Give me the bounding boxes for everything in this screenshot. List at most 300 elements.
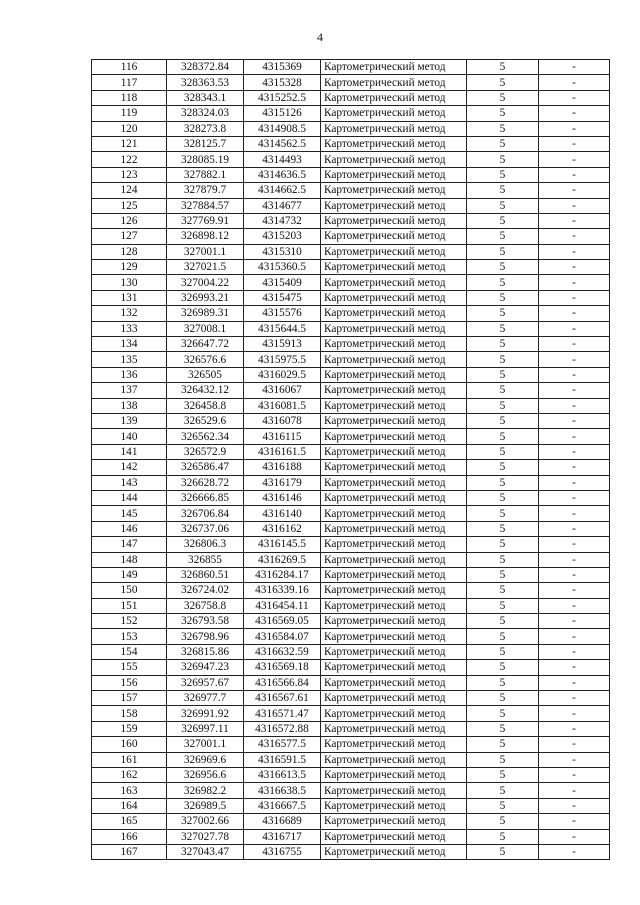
point-number-cell: 131 bbox=[92, 290, 167, 305]
method-cell: Картометрический метод bbox=[321, 60, 467, 75]
y-coordinate-cell: 4316454.11 bbox=[244, 598, 321, 613]
point-number-cell: 160 bbox=[92, 737, 167, 752]
accuracy-cell: 5 bbox=[467, 614, 539, 629]
y-coordinate-cell: 4316584.07 bbox=[244, 629, 321, 644]
method-cell: Картометрический метод bbox=[321, 398, 467, 413]
y-coordinate-cell: 4315644.5 bbox=[244, 321, 321, 336]
accuracy-cell: 5 bbox=[467, 367, 539, 382]
x-coordinate-cell: 327001.1 bbox=[167, 737, 244, 752]
y-coordinate-cell: 4316572.88 bbox=[244, 721, 321, 736]
point-number-cell: 145 bbox=[92, 506, 167, 521]
accuracy-cell: 5 bbox=[467, 413, 539, 428]
y-coordinate-cell: 4316161.5 bbox=[244, 444, 321, 459]
note-cell: - bbox=[539, 244, 610, 259]
y-coordinate-cell: 4315913 bbox=[244, 337, 321, 352]
accuracy-cell: 5 bbox=[467, 429, 539, 444]
accuracy-cell: 5 bbox=[467, 152, 539, 167]
method-cell: Картометрический метод bbox=[321, 352, 467, 367]
accuracy-cell: 5 bbox=[467, 721, 539, 736]
method-cell: Картометрический метод bbox=[321, 260, 467, 275]
y-coordinate-cell: 4316140 bbox=[244, 506, 321, 521]
accuracy-cell: 5 bbox=[467, 706, 539, 721]
point-number-cell: 126 bbox=[92, 213, 167, 228]
accuracy-cell: 5 bbox=[467, 460, 539, 475]
method-cell: Картометрический метод bbox=[321, 675, 467, 690]
x-coordinate-cell: 326815.86 bbox=[167, 644, 244, 659]
x-coordinate-cell: 327882.1 bbox=[167, 167, 244, 182]
x-coordinate-cell: 326957.67 bbox=[167, 675, 244, 690]
table-row bbox=[92, 275, 610, 290]
accuracy-cell: 5 bbox=[467, 183, 539, 198]
point-number-cell: 154 bbox=[92, 644, 167, 659]
note-cell: - bbox=[539, 90, 610, 105]
method-cell: Картометрический метод bbox=[321, 721, 467, 736]
y-coordinate-cell: 4314562.5 bbox=[244, 136, 321, 151]
point-number-cell: 125 bbox=[92, 198, 167, 213]
table-row bbox=[92, 552, 610, 567]
method-cell: Картометрический метод bbox=[321, 691, 467, 706]
accuracy-cell: 5 bbox=[467, 752, 539, 767]
table-row bbox=[92, 521, 610, 536]
x-coordinate-cell: 327884.57 bbox=[167, 198, 244, 213]
table-row bbox=[92, 213, 610, 228]
method-cell: Картометрический метод bbox=[321, 660, 467, 675]
method-cell: Картометрический метод bbox=[321, 521, 467, 536]
accuracy-cell: 5 bbox=[467, 829, 539, 844]
x-coordinate-cell: 326706.84 bbox=[167, 506, 244, 521]
accuracy-cell: 5 bbox=[467, 629, 539, 644]
point-number-cell: 120 bbox=[92, 121, 167, 136]
point-number-cell: 156 bbox=[92, 675, 167, 690]
note-cell: - bbox=[539, 767, 610, 782]
accuracy-cell: 5 bbox=[467, 675, 539, 690]
method-cell: Картометрический метод bbox=[321, 614, 467, 629]
y-coordinate-cell: 4314636.5 bbox=[244, 167, 321, 182]
note-cell: - bbox=[539, 552, 610, 567]
note-cell: - bbox=[539, 383, 610, 398]
note-cell: - bbox=[539, 675, 610, 690]
method-cell: Картометрический метод bbox=[321, 198, 467, 213]
note-cell: - bbox=[539, 691, 610, 706]
table-row bbox=[92, 537, 610, 552]
accuracy-cell: 5 bbox=[467, 337, 539, 352]
method-cell: Картометрический метод bbox=[321, 136, 467, 151]
method-cell: Картометрический метод bbox=[321, 829, 467, 844]
accuracy-cell: 5 bbox=[467, 475, 539, 490]
table-row bbox=[92, 691, 610, 706]
y-coordinate-cell: 4316569.05 bbox=[244, 614, 321, 629]
accuracy-cell: 5 bbox=[467, 814, 539, 829]
note-cell: - bbox=[539, 260, 610, 275]
point-number-cell: 127 bbox=[92, 229, 167, 244]
y-coordinate-cell: 4314493 bbox=[244, 152, 321, 167]
point-number-cell: 162 bbox=[92, 767, 167, 782]
x-coordinate-cell: 326647.72 bbox=[167, 337, 244, 352]
point-number-cell: 124 bbox=[92, 183, 167, 198]
method-cell: Картометрический метод bbox=[321, 844, 467, 859]
note-cell: - bbox=[539, 460, 610, 475]
note-cell: - bbox=[539, 737, 610, 752]
point-number-cell: 148 bbox=[92, 552, 167, 567]
x-coordinate-cell: 326860.51 bbox=[167, 567, 244, 582]
table-row bbox=[92, 598, 610, 613]
note-cell: - bbox=[539, 567, 610, 582]
accuracy-cell: 5 bbox=[467, 198, 539, 213]
accuracy-cell: 5 bbox=[467, 521, 539, 536]
x-coordinate-cell: 328324.03 bbox=[167, 106, 244, 121]
point-number-cell: 147 bbox=[92, 537, 167, 552]
y-coordinate-cell: 4315975.5 bbox=[244, 352, 321, 367]
y-coordinate-cell: 4315360.5 bbox=[244, 260, 321, 275]
note-cell: - bbox=[539, 521, 610, 536]
y-coordinate-cell: 4316566.84 bbox=[244, 675, 321, 690]
accuracy-cell: 5 bbox=[467, 106, 539, 121]
accuracy-cell: 5 bbox=[467, 75, 539, 90]
point-number-cell: 161 bbox=[92, 752, 167, 767]
point-number-cell: 157 bbox=[92, 691, 167, 706]
table-row bbox=[92, 567, 610, 582]
note-cell: - bbox=[539, 444, 610, 459]
table-row bbox=[92, 737, 610, 752]
x-coordinate-cell: 328273.8 bbox=[167, 121, 244, 136]
accuracy-cell: 5 bbox=[467, 552, 539, 567]
y-coordinate-cell: 4316689 bbox=[244, 814, 321, 829]
y-coordinate-cell: 4316146 bbox=[244, 490, 321, 505]
table-row bbox=[92, 121, 610, 136]
y-coordinate-cell: 4315576 bbox=[244, 306, 321, 321]
method-cell: Картометрический метод bbox=[321, 290, 467, 305]
note-cell: - bbox=[539, 752, 610, 767]
y-coordinate-cell: 4316067 bbox=[244, 383, 321, 398]
note-cell: - bbox=[539, 829, 610, 844]
x-coordinate-cell: 327043.47 bbox=[167, 844, 244, 859]
point-number-cell: 167 bbox=[92, 844, 167, 859]
accuracy-cell: 5 bbox=[467, 660, 539, 675]
accuracy-cell: 5 bbox=[467, 306, 539, 321]
note-cell: - bbox=[539, 136, 610, 151]
table-row bbox=[92, 644, 610, 659]
method-cell: Картометрический метод bbox=[321, 275, 467, 290]
x-coordinate-cell: 326977.7 bbox=[167, 691, 244, 706]
table-row bbox=[92, 229, 610, 244]
note-cell: - bbox=[539, 644, 610, 659]
accuracy-cell: 5 bbox=[467, 583, 539, 598]
method-cell: Картометрический метод bbox=[321, 90, 467, 105]
y-coordinate-cell: 4316029.5 bbox=[244, 367, 321, 382]
note-cell: - bbox=[539, 814, 610, 829]
x-coordinate-cell: 326898.12 bbox=[167, 229, 244, 244]
table-row bbox=[92, 321, 610, 336]
y-coordinate-cell: 4315328 bbox=[244, 75, 321, 90]
point-number-cell: 141 bbox=[92, 444, 167, 459]
method-cell: Картометрический метод bbox=[321, 706, 467, 721]
method-cell: Картометрический метод bbox=[321, 475, 467, 490]
table-row bbox=[92, 767, 610, 782]
accuracy-cell: 5 bbox=[467, 121, 539, 136]
y-coordinate-cell: 4316162 bbox=[244, 521, 321, 536]
note-cell: - bbox=[539, 783, 610, 798]
method-cell: Картометрический метод bbox=[321, 337, 467, 352]
point-number-cell: 138 bbox=[92, 398, 167, 413]
y-coordinate-cell: 4316571.47 bbox=[244, 706, 321, 721]
note-cell: - bbox=[539, 60, 610, 75]
point-number-cell: 128 bbox=[92, 244, 167, 259]
table-row bbox=[92, 352, 610, 367]
method-cell: Картометрический метод bbox=[321, 798, 467, 813]
table-row bbox=[92, 506, 610, 521]
y-coordinate-cell: 4315310 bbox=[244, 244, 321, 259]
accuracy-cell: 5 bbox=[467, 844, 539, 859]
x-coordinate-cell: 326432.12 bbox=[167, 383, 244, 398]
x-coordinate-cell: 326989.5 bbox=[167, 798, 244, 813]
note-cell: - bbox=[539, 706, 610, 721]
y-coordinate-cell: 4316717 bbox=[244, 829, 321, 844]
note-cell: - bbox=[539, 213, 610, 228]
note-cell: - bbox=[539, 290, 610, 305]
table-row bbox=[92, 721, 610, 736]
method-cell: Картометрический метод bbox=[321, 752, 467, 767]
method-cell: Картометрический метод bbox=[321, 490, 467, 505]
note-cell: - bbox=[539, 152, 610, 167]
note-cell: - bbox=[539, 660, 610, 675]
note-cell: - bbox=[539, 490, 610, 505]
x-coordinate-cell: 328085.19 bbox=[167, 152, 244, 167]
note-cell: - bbox=[539, 75, 610, 90]
method-cell: Картометрический метод bbox=[321, 383, 467, 398]
accuracy-cell: 5 bbox=[467, 229, 539, 244]
x-coordinate-cell: 326505 bbox=[167, 367, 244, 382]
note-cell: - bbox=[539, 337, 610, 352]
x-coordinate-cell: 327021.5 bbox=[167, 260, 244, 275]
note-cell: - bbox=[539, 198, 610, 213]
accuracy-cell: 5 bbox=[467, 598, 539, 613]
point-number-cell: 133 bbox=[92, 321, 167, 336]
note-cell: - bbox=[539, 413, 610, 428]
y-coordinate-cell: 4316567.61 bbox=[244, 691, 321, 706]
x-coordinate-cell: 328125.7 bbox=[167, 136, 244, 151]
point-number-cell: 129 bbox=[92, 260, 167, 275]
method-cell: Картометрический метод bbox=[321, 75, 467, 90]
method-cell: Картометрический метод bbox=[321, 506, 467, 521]
x-coordinate-cell: 327001.1 bbox=[167, 244, 244, 259]
note-cell: - bbox=[539, 367, 610, 382]
x-coordinate-cell: 326628.72 bbox=[167, 475, 244, 490]
x-coordinate-cell: 327002.66 bbox=[167, 814, 244, 829]
y-coordinate-cell: 4315409 bbox=[244, 275, 321, 290]
method-cell: Картометрический метод bbox=[321, 552, 467, 567]
accuracy-cell: 5 bbox=[467, 398, 539, 413]
accuracy-cell: 5 bbox=[467, 136, 539, 151]
accuracy-cell: 5 bbox=[467, 352, 539, 367]
point-number-cell: 137 bbox=[92, 383, 167, 398]
accuracy-cell: 5 bbox=[467, 260, 539, 275]
point-number-cell: 122 bbox=[92, 152, 167, 167]
table-row bbox=[92, 783, 610, 798]
y-coordinate-cell: 4315475 bbox=[244, 290, 321, 305]
x-coordinate-cell: 326737.06 bbox=[167, 521, 244, 536]
table-row bbox=[92, 490, 610, 505]
x-coordinate-cell: 326947.23 bbox=[167, 660, 244, 675]
method-cell: Картометрический метод bbox=[321, 644, 467, 659]
note-cell: - bbox=[539, 321, 610, 336]
accuracy-cell: 5 bbox=[467, 783, 539, 798]
method-cell: Картометрический метод bbox=[321, 429, 467, 444]
table-row bbox=[92, 814, 610, 829]
y-coordinate-cell: 4316667.5 bbox=[244, 798, 321, 813]
note-cell: - bbox=[539, 598, 610, 613]
y-coordinate-cell: 4316569.18 bbox=[244, 660, 321, 675]
method-cell: Картометрический метод bbox=[321, 244, 467, 259]
table-row bbox=[92, 798, 610, 813]
table-row bbox=[92, 752, 610, 767]
accuracy-cell: 5 bbox=[467, 798, 539, 813]
method-cell: Картометрический метод bbox=[321, 367, 467, 382]
point-number-cell: 151 bbox=[92, 598, 167, 613]
point-number-cell: 140 bbox=[92, 429, 167, 444]
y-coordinate-cell: 4316755 bbox=[244, 844, 321, 859]
accuracy-cell: 5 bbox=[467, 60, 539, 75]
method-cell: Картометрический метод bbox=[321, 737, 467, 752]
point-number-cell: 142 bbox=[92, 460, 167, 475]
accuracy-cell: 5 bbox=[467, 567, 539, 582]
point-number-cell: 130 bbox=[92, 275, 167, 290]
method-cell: Картометрический метод bbox=[321, 567, 467, 582]
point-number-cell: 152 bbox=[92, 614, 167, 629]
x-coordinate-cell: 326572.9 bbox=[167, 444, 244, 459]
point-number-cell: 132 bbox=[92, 306, 167, 321]
point-number-cell: 117 bbox=[92, 75, 167, 90]
point-number-cell: 149 bbox=[92, 567, 167, 582]
table-row bbox=[92, 260, 610, 275]
y-coordinate-cell: 4316613.5 bbox=[244, 767, 321, 782]
x-coordinate-cell: 327004.22 bbox=[167, 275, 244, 290]
table-row bbox=[92, 152, 610, 167]
y-coordinate-cell: 4316269.5 bbox=[244, 552, 321, 567]
point-number-cell: 155 bbox=[92, 660, 167, 675]
x-coordinate-cell: 326724.02 bbox=[167, 583, 244, 598]
point-number-cell: 134 bbox=[92, 337, 167, 352]
x-coordinate-cell: 326562.34 bbox=[167, 429, 244, 444]
x-coordinate-cell: 326798.96 bbox=[167, 629, 244, 644]
accuracy-cell: 5 bbox=[467, 275, 539, 290]
note-cell: - bbox=[539, 583, 610, 598]
y-coordinate-cell: 4314908.5 bbox=[244, 121, 321, 136]
table-row bbox=[92, 460, 610, 475]
note-cell: - bbox=[539, 506, 610, 521]
x-coordinate-cell: 326982.2 bbox=[167, 783, 244, 798]
x-coordinate-cell: 327027.78 bbox=[167, 829, 244, 844]
note-cell: - bbox=[539, 106, 610, 121]
accuracy-cell: 5 bbox=[467, 383, 539, 398]
accuracy-cell: 5 bbox=[467, 444, 539, 459]
note-cell: - bbox=[539, 537, 610, 552]
method-cell: Картометрический метод bbox=[321, 444, 467, 459]
point-number-cell: 146 bbox=[92, 521, 167, 536]
table-row bbox=[92, 706, 610, 721]
y-coordinate-cell: 4316081.5 bbox=[244, 398, 321, 413]
x-coordinate-cell: 328343.1 bbox=[167, 90, 244, 105]
accuracy-cell: 5 bbox=[467, 767, 539, 782]
point-number-cell: 135 bbox=[92, 352, 167, 367]
accuracy-cell: 5 bbox=[467, 213, 539, 228]
y-coordinate-cell: 4316115 bbox=[244, 429, 321, 444]
point-number-cell: 123 bbox=[92, 167, 167, 182]
table-row bbox=[92, 413, 610, 428]
x-coordinate-cell: 326529.6 bbox=[167, 413, 244, 428]
y-coordinate-cell: 4314677 bbox=[244, 198, 321, 213]
table-row bbox=[92, 660, 610, 675]
x-coordinate-cell: 326758.8 bbox=[167, 598, 244, 613]
point-number-cell: 153 bbox=[92, 629, 167, 644]
y-coordinate-cell: 4316284.17 bbox=[244, 567, 321, 582]
accuracy-cell: 5 bbox=[467, 644, 539, 659]
table-row bbox=[92, 367, 610, 382]
table-row bbox=[92, 475, 610, 490]
accuracy-cell: 5 bbox=[467, 321, 539, 336]
y-coordinate-cell: 4316179 bbox=[244, 475, 321, 490]
coordinates-table-body bbox=[92, 60, 610, 860]
method-cell: Картометрический метод bbox=[321, 152, 467, 167]
table-row bbox=[92, 290, 610, 305]
y-coordinate-cell: 4316577.5 bbox=[244, 737, 321, 752]
point-number-cell: 116 bbox=[92, 60, 167, 75]
y-coordinate-cell: 4314662.5 bbox=[244, 183, 321, 198]
point-number-cell: 119 bbox=[92, 106, 167, 121]
table-row bbox=[92, 583, 610, 598]
x-coordinate-cell: 326969.6 bbox=[167, 752, 244, 767]
note-cell: - bbox=[539, 306, 610, 321]
point-number-cell: 118 bbox=[92, 90, 167, 105]
method-cell: Картометрический метод bbox=[321, 783, 467, 798]
y-coordinate-cell: 4316078 bbox=[244, 413, 321, 428]
y-coordinate-cell: 4316339.16 bbox=[244, 583, 321, 598]
method-cell: Картометрический метод bbox=[321, 183, 467, 198]
accuracy-cell: 5 bbox=[467, 167, 539, 182]
x-coordinate-cell: 326666.85 bbox=[167, 490, 244, 505]
table-row bbox=[92, 75, 610, 90]
note-cell: - bbox=[539, 398, 610, 413]
point-number-cell: 143 bbox=[92, 475, 167, 490]
table-row bbox=[92, 844, 610, 859]
note-cell: - bbox=[539, 798, 610, 813]
accuracy-cell: 5 bbox=[467, 737, 539, 752]
method-cell: Картометрический метод bbox=[321, 413, 467, 428]
table-row bbox=[92, 829, 610, 844]
y-coordinate-cell: 4315126 bbox=[244, 106, 321, 121]
table-row bbox=[92, 60, 610, 75]
method-cell: Картометрический метод bbox=[321, 306, 467, 321]
table-row bbox=[92, 337, 610, 352]
x-coordinate-cell: 327879.7 bbox=[167, 183, 244, 198]
y-coordinate-cell: 4316591.5 bbox=[244, 752, 321, 767]
accuracy-cell: 5 bbox=[467, 691, 539, 706]
note-cell: - bbox=[539, 167, 610, 182]
method-cell: Картометрический метод bbox=[321, 460, 467, 475]
table-row bbox=[92, 106, 610, 121]
x-coordinate-cell: 326997.11 bbox=[167, 721, 244, 736]
x-coordinate-cell: 326956.6 bbox=[167, 767, 244, 782]
note-cell: - bbox=[539, 352, 610, 367]
method-cell: Картометрический метод bbox=[321, 814, 467, 829]
method-cell: Картометрический метод bbox=[321, 121, 467, 136]
table-row bbox=[92, 183, 610, 198]
table-row bbox=[92, 614, 610, 629]
accuracy-cell: 5 bbox=[467, 506, 539, 521]
x-coordinate-cell: 326458.8 bbox=[167, 398, 244, 413]
point-number-cell: 150 bbox=[92, 583, 167, 598]
table-row bbox=[92, 429, 610, 444]
accuracy-cell: 5 bbox=[467, 90, 539, 105]
